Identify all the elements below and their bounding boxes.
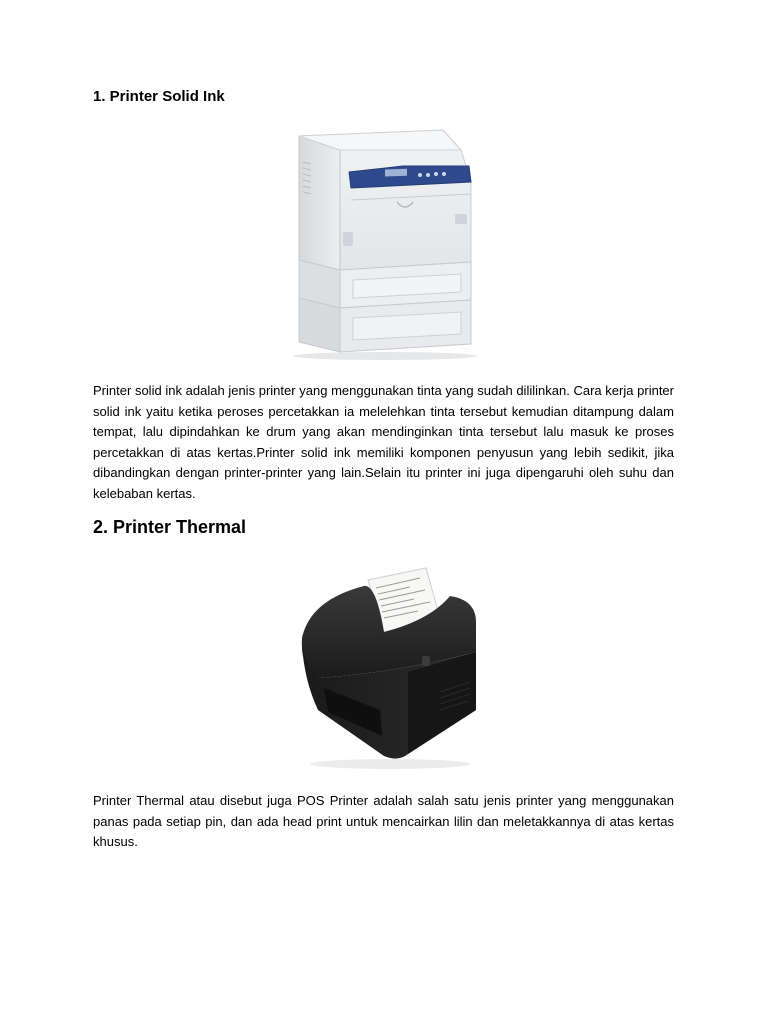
section-heading-thermal: 2. Printer Thermal <box>93 517 247 537</box>
section-paragraph-solid-ink: Printer solid ink adalah jenis printer yang menggunakan tinta yang sudah dililinkan. Cara kerja printer solid ink yaitu ketika peroses percetakkan ia melelehkan tinta tersebut kemudian ditampung dalam tempat, lalu dipindahkan ke drum yang akan mendinginkan tinta tersebut lalu masuk ke proses percetakkan di atas kertas.Printer solid ink memiliki komponen penyusun yang lebih sedikit, jika dibandingkan dengan printer-printer yang lain.Selain itu printer ini juga dipengaruhi oleh suhu dan kelebaban kertas. <box>93 383 674 501</box>
solid-ink-printer-image <box>285 122 485 362</box>
thermal-printer-image <box>280 560 490 772</box>
thermal-printer-illustration <box>280 560 490 772</box>
section-paragraph-thermal: Printer Thermal atau disebut juga POS Printer adalah salah satu jenis printer yang menggunakan panas pada setiap pin, dan ada head print untuk mencairkan lilin dan meletakkannya di atas kertas khusus. <box>93 793 674 850</box>
solid-ink-printer-illustration <box>285 122 485 362</box>
section-heading-solid-ink: 1. Printer Solid Ink <box>93 88 225 105</box>
